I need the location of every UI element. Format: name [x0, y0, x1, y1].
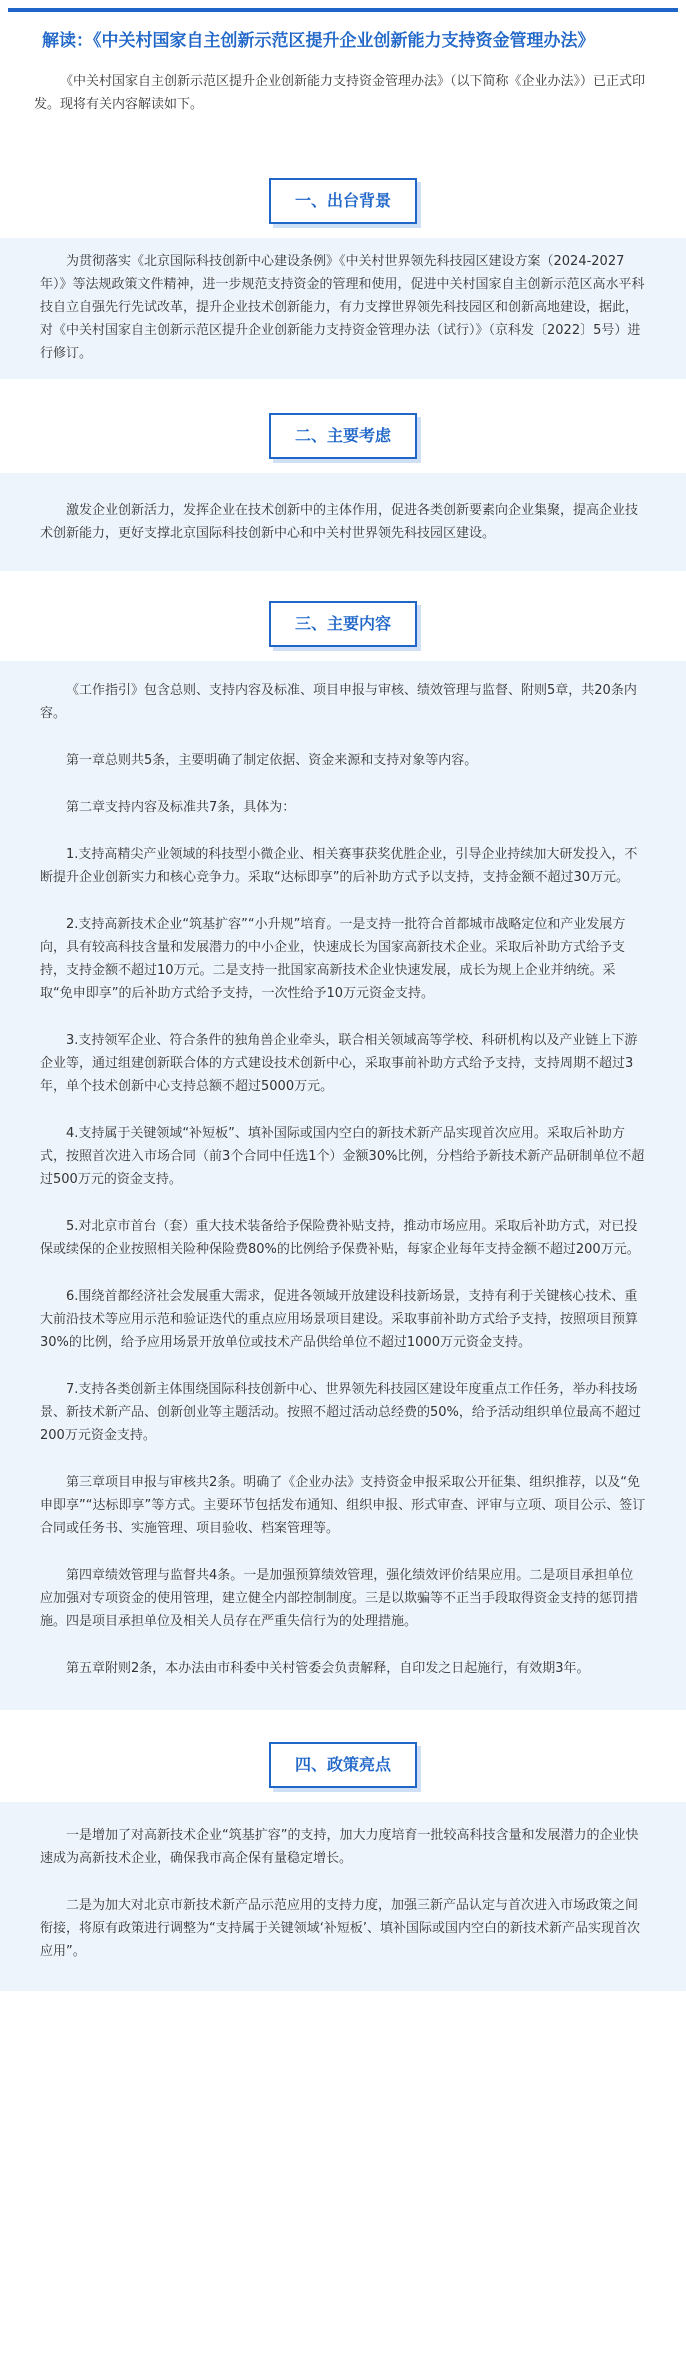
paragraph: 3.支持领军企业、符合条件的独角兽企业牵头，联合相关领域高等学校、科研机构以及产业链上下游企业等，通过组建创新联合体的方式建设技术创新中心，采取事前补助方式给予支持，支持周期不超过3年，单个技术创新中心支持总额不超过5000万元。 [40, 1033, 638, 1094]
paragraph: 激发企业创新活力，发挥企业在技术创新中的主体作用，促进各类创新要素向企业集聚，提高企业技术创新能力，更好支撑北京国际科技创新中心和中关村世界领先科技园区建设。 [40, 503, 639, 541]
section-panel-considerations [0, 473, 686, 571]
paragraph: 第四章绩效管理与监督共4条。一是加强预算绩效管理，强化绩效评价结果应用。二是项目承担单位应加强对专项资金的使用管理，建立健全内部控制制度。三是以欺骗等不正当手段取得资金支持的惩罚措施。四是项目承担单位及相关人员存在严重失信行为的处理措施。 [40, 1568, 639, 1629]
section-heading-highlights: 四、政策亮点 [269, 1742, 417, 1788]
paragraph: 一是增加了对高新技术企业“筑基扩容”的支持，加大力度培育一批较高科技含量和发展潜力的企业快速成为高新技术企业，确保我市高企保有量稳定增长。 [40, 1828, 639, 1866]
paragraph: 5.对北京市首台（套）重大技术装备给予保险费补贴支持，推动市场应用。采取后补助方式，对已投保或续保的企业按照相关险种保险费80%的比例给予保费补贴，每家企业每年支持金额不超过200万元。 [40, 1219, 640, 1257]
section-heading-background: 一、出台背景 [269, 178, 417, 224]
paragraph: 为贯彻落实《北京国际科技创新中心建设条例》《中关村世界领先科技园区建设方案（2024-2027年）》等法规政策文件精神，进一步规范支持资金的管理和使用，促进中关村国家自主创新示范区高水平科技自立自强先行先试改革，提升企业技术创新能力，有力支撑世界领先科技园区和创新高地建设，据此，对《中关村国家自主创新示范区提升企业创新能力支持资金管理办法（试行）》（京科发〔2022〕5号）进行修订。 [40, 254, 645, 361]
paragraph: 1.支持高精尖产业领域的科技型小微企业、相关赛事获奖优胜企业，引导企业持续加大研发投入，不断提升企业创新实力和核心竞争力。采取“达标即享”的后补助方式予以支持，支持金额不超过30万元。 [40, 847, 638, 885]
article-title: 解读：《中关村国家自主创新示范区提升企业创新能力支持资金管理办法》 [42, 31, 595, 51]
paragraph: 《工作指引》包含总则、支持内容及标准、项目申报与审核、绩效管理与监督、附则5章，共20条内容。 [40, 683, 637, 721]
section-heading-content: 三、主要内容 [269, 601, 417, 647]
section-heading-wrap [0, 413, 686, 459]
section-heading-considerations: 二、主要考虑 [269, 413, 417, 459]
section-heading-wrap [0, 601, 686, 647]
section-heading-wrap [0, 1742, 686, 1788]
paragraph: 2.支持高新技术企业“筑基扩容”“小升规”培育。一是支持一批符合首都城市战略定位和产业发展方向，具有较高科技含量和发展潜力的中小企业，快速成长为国家高新技术企业。采取后补助方式给予支持，支持金额不超过10万元。二是支持一批国家高新技术企业快速发展，成长为规上企业并纳统。采取“免申即享”的后补助方式给予支持，一次性给予10万元资金支持。 [40, 917, 626, 1001]
section-panel-background [0, 238, 686, 379]
paragraph: 6.围绕首都经济社会发展重大需求，促进各领域开放建设科技新场景，支持有利于关键核心技术、重大前沿技术等应用示范和验证迭代的重点应用场景项目建设。采取事前补助方式给予支持，按照项目预算30%的比例，给予应用场景开放单位或技术产品供给单位不超过1000万元资金支持。 [40, 1289, 639, 1350]
paragraph: 第五章附则2条，本办法由市科委中关村管委会负责解释，自印发之日起施行，有效期3年。 [66, 1661, 590, 1676]
article-intro: 《中关村国家自主创新示范区提升企业创新能力支持资金管理办法》（以下简称《企业办法》）已正式印发。现将有关内容解读如下。 [34, 74, 646, 112]
paragraph: 二是为加大对北京市新技术新产品示范应用的支持力度，加强三新产品认定与首次进入市场政策之间衔接，将原有政策进行调整为“支持属于关键领域‘补短板’、填补国际或国内空白的新技术新产品实现首次应用”。 [40, 1898, 641, 1959]
section-panel-content [0, 661, 686, 1710]
paragraph: 4.支持属于关键领域“补短板”、填补国际或国内空白的新技术新产品实现首次应用。采取后补助方式，按照首次进入市场合同（前3个合同中任选1个）金额30%比例，分档给予新技术新产品研制单位不超过500万元的资金支持。 [40, 1126, 645, 1187]
title-box [8, 8, 678, 132]
paragraph: 第一章总则共5条，主要明确了制定依据、资金来源和支持对象等内容。 [66, 753, 478, 768]
paragraph: 第三章项目申报与审核共2条。明确了《企业办法》支持资金申报采取公开征集、组织推荐，以及“免申即享”“达标即享”等方式。主要环节包括发布通知、组织申报、形式审查、评审与立项、项目公示、签订合同或任务书、实施管理、项目验收、档案管理等。 [40, 1475, 646, 1536]
section-panel-highlights [0, 1802, 686, 1991]
paragraph: 7.支持各类创新主体围绕国际科技创新中心、世界领先科技园区建设年度重点工作任务，举办科技场景、新技术新产品、创新创业等主题活动。按照不超过活动总经费的50%，给予活动组织单位最高不超过200万元资金支持。 [40, 1382, 641, 1443]
section-heading-wrap [0, 178, 686, 224]
paragraph: 第二章支持内容及标准共7条，具体为： [66, 800, 296, 815]
